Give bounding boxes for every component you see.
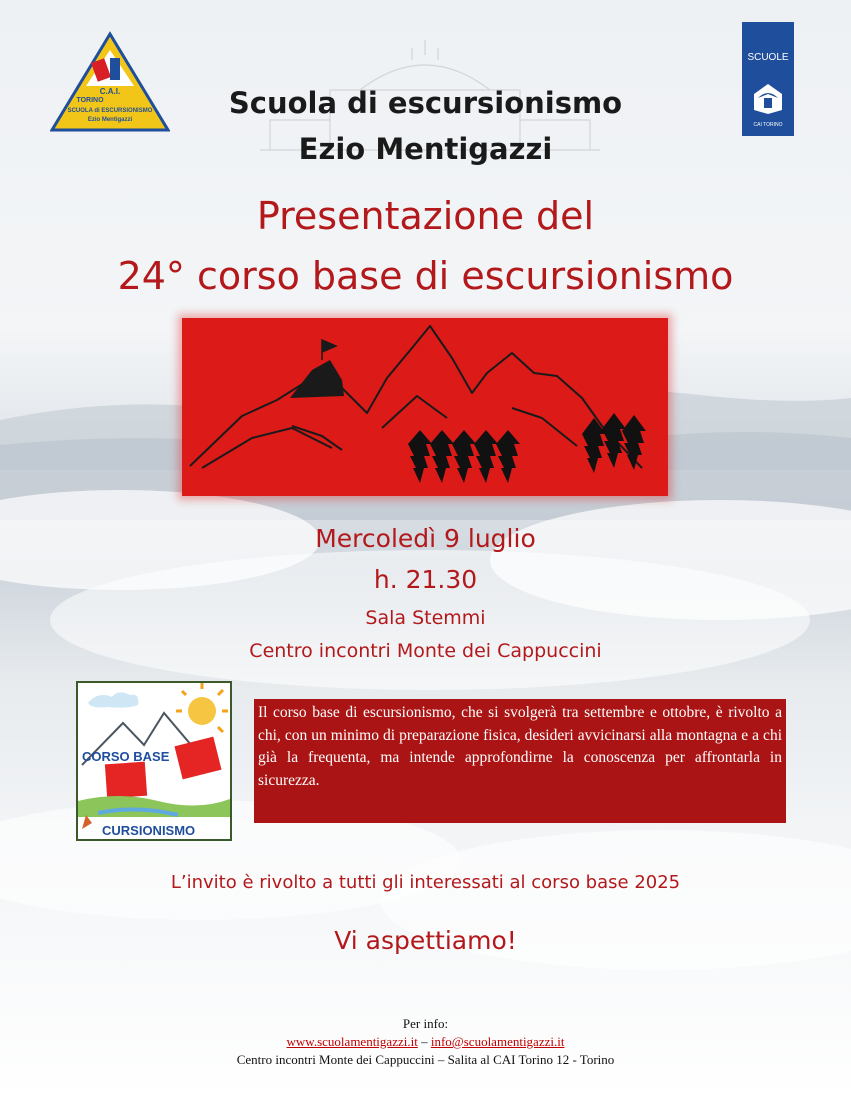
school-name-line-1: Scuola di escursionismo (228, 86, 623, 120)
footer-separator: – (417, 1034, 431, 1049)
footer-address: Centro incontri Monte dei Cappuccini – Salita al CAI Torino 12 - Torino (236, 1052, 615, 1067)
title-line-1: Presentazione del (256, 194, 595, 238)
scuole-logo-sub: CAI TORINO (753, 122, 783, 128)
invite-text: L’invito è rivolto a tutti gli interessati al corso base 2025 (170, 872, 681, 893)
scuole-logo-label: SCUOLE (747, 52, 789, 63)
course-description-text: Il corso base di escursionismo, che si svolgerà tra settembre e ottobre, è rivolto a chi, con un minimo di preparazione fisica, desideri avvicinarsi alla montagna e a chi già la frequenta, ma intende approfondirne la conoscenza per affrontarla in sicurezza. (258, 704, 782, 789)
event-venue: Centro incontri Monte dei Cappuccini (249, 640, 602, 662)
cai-logo-line-1: C.A.I. (99, 87, 121, 96)
school-name-line-2: Ezio Mentigazzi (298, 132, 553, 166)
corso-base-logo-icon (76, 681, 232, 841)
footer-info-label: Per info: (402, 1016, 449, 1031)
footer-contacts (0, 1034, 851, 1050)
cai-logo-line-4: Ezio Mentigazzi (87, 117, 133, 123)
email-link[interactable]: info@scuolamentigazzi.it (430, 1034, 565, 1049)
cai-logo-line-3: SCUOLA di ESCURSIONISMO (67, 108, 153, 114)
title-line-2: 24° corso base di escursionismo (117, 254, 734, 298)
mountain-banner (182, 318, 668, 496)
event-time: h. 21.30 (373, 565, 478, 594)
mountain-drawing-icon (182, 318, 668, 496)
event-date: Mercoledì 9 luglio (315, 524, 536, 553)
closing-text: Vi aspettiamo! (334, 926, 517, 955)
course-logo-line-2: CURSIONISMO (102, 823, 196, 838)
website-link[interactable]: www.scuolamentigazzi.it (286, 1034, 418, 1049)
course-description-box (254, 699, 786, 823)
event-room: Sala Stemmi (365, 607, 486, 629)
cai-logo-line-2: TORINO (76, 97, 104, 104)
course-logo-line-1: CORSO BASE (82, 749, 170, 764)
